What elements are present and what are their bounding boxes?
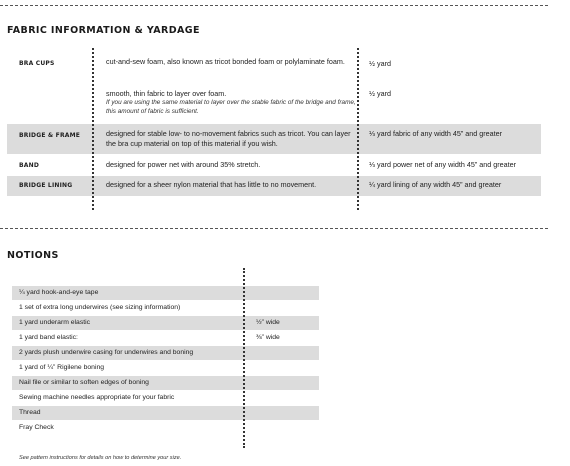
notions-item-label: Sewing machine needles appropriate for your fabric (19, 394, 175, 401)
notions-item-label: 1 yard band elastic: (19, 334, 78, 341)
fabric-row-bridge-lining (7, 176, 541, 196)
fabric-row-description-block (106, 89, 356, 116)
fabric-row-bridge-frame (7, 124, 541, 154)
fabric-row-description: designed for stable low- to no-movement fabrics such as tricot. You can layer the bra cup material on top of this material if you wish. (106, 129, 351, 148)
fabric-row-label: BRIDGE LINING (19, 182, 73, 189)
fabric-row-outer-layer (7, 88, 541, 122)
notions-item-value: ½” wide (256, 319, 280, 326)
fabric-row-description: smooth, thin fabric to layer over foam. (106, 89, 227, 98)
fabric-row-description: designed for a sheer nylon material that has little to no movement. (106, 180, 317, 189)
top-divider (0, 5, 548, 6)
notions-item-label: ¼ yard hook-and-eye tape (19, 289, 99, 296)
notions-row (12, 316, 319, 330)
fabric-row-note: If you are using the same material to layer over the stable fabric of the bridge and frame, this amount of fabric is sufficient. (106, 99, 356, 115)
notions-row (12, 361, 319, 375)
fabric-row-description: designed for power net with around 35% stretch. (106, 160, 261, 169)
fabric-column-divider (92, 48, 94, 210)
fabric-row-amount: ¼ yard lining of any width 45” and greater (369, 180, 502, 189)
fabric-row-label: BRA CUPS (19, 60, 55, 67)
notions-row (12, 391, 319, 405)
notions-row (12, 286, 319, 300)
notions-row (12, 421, 319, 435)
fabric-row-amount: ⅓ yard power net of any width 45” and greater (369, 160, 517, 169)
footer-note: See pattern instructions for details on how to determine your size. (19, 455, 182, 461)
fabric-row-bra-cups (7, 56, 541, 84)
notions-item-label: 1 yard underarm elastic (19, 319, 91, 326)
notions-row (12, 346, 319, 360)
fabric-row-amount: ½ yard (369, 89, 391, 98)
notions-column-divider (243, 268, 245, 448)
notions-item-value: ⅜” wide (256, 334, 280, 341)
notions-item-label: Nail file or similar to soften edges of boning (19, 379, 149, 386)
notions-row (12, 301, 319, 315)
notions-item-label: 2 yards plush underwire casing for underwires and boning (19, 349, 194, 356)
notions-item-label: 1 set of extra long underwires (see sizing information) (19, 304, 181, 311)
notions-row (12, 376, 319, 390)
fabric-row-amount: ⅓ yard fabric of any width 45” and greater (369, 129, 503, 138)
fabric-row-amount: ½ yard (369, 59, 391, 68)
section-divider (0, 228, 548, 229)
notions-row (12, 406, 319, 420)
fabric-row-label: BRIDGE & FRAME (19, 132, 81, 139)
notions-row (12, 331, 319, 345)
fabric-row-description: cut-and-sew foam, also known as tricot bonded foam or polylaminate foam. (106, 57, 345, 66)
fabric-column-divider (357, 48, 359, 210)
notions-item-label: Thread (19, 409, 41, 416)
fabric-row-band (7, 156, 541, 176)
fabric-section-title: FABRIC INFORMATION & YARDAGE (7, 25, 200, 36)
notions-item-label: 1 yard of ¼” Rigilene boning (19, 364, 105, 371)
notions-item-label: Fray Check (19, 424, 54, 431)
notions-section-title: NOTIONS (7, 250, 59, 261)
fabric-row-label: BAND (19, 162, 40, 169)
